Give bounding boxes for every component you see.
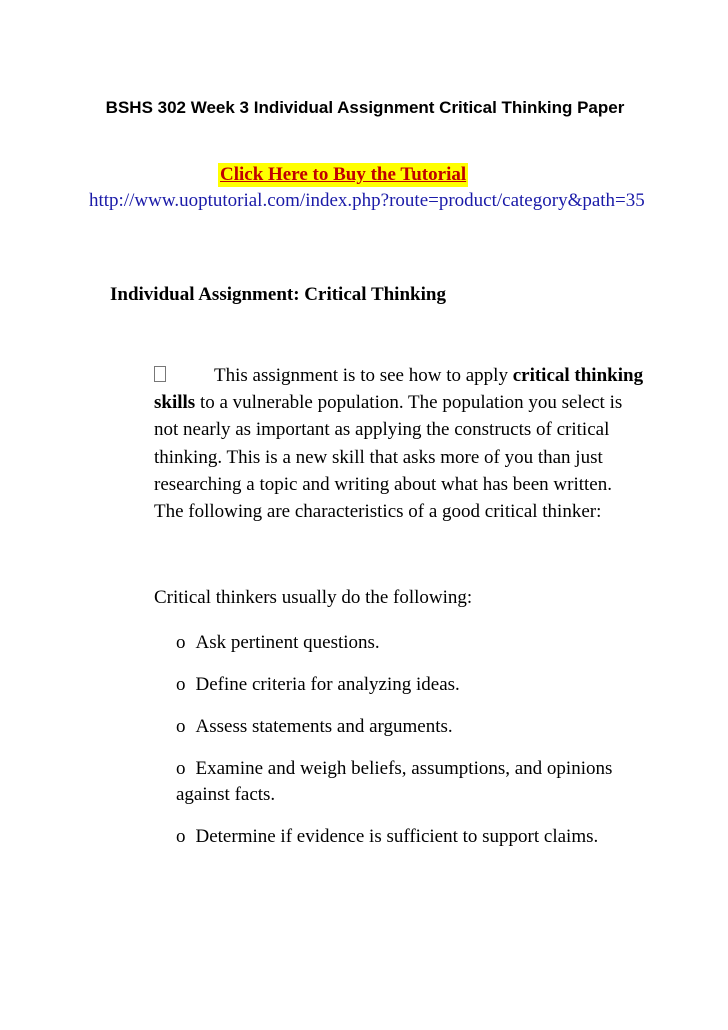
characteristics-list bbox=[176, 630, 646, 866]
list-item-text: Assess statements and arguments. bbox=[195, 716, 453, 737]
section-heading: Individual Assignment: Critical Thinking bbox=[110, 284, 446, 305]
list-marker: o bbox=[176, 716, 186, 737]
bullet-box-icon bbox=[154, 366, 166, 382]
list-item-text: Determine if evidence is sufficient to support claims. bbox=[195, 826, 599, 847]
intro-bold-text: critical thinking skills bbox=[154, 365, 644, 414]
tutorial-url-link[interactable]: http://www.uoptutorial.com/index.php?route=product/category&path=35 bbox=[89, 190, 645, 211]
list-item bbox=[176, 672, 646, 698]
list-lead-in: Critical thinkers usually do the following: bbox=[154, 587, 473, 608]
list-marker: o bbox=[176, 632, 186, 653]
list-marker: o bbox=[176, 674, 186, 695]
list-item bbox=[176, 824, 646, 850]
document-title: BSHS 302 Week 3 Individual Assignment Critical Thinking Paper bbox=[105, 98, 625, 117]
list-marker: o bbox=[176, 758, 186, 779]
intro-text-part2: to a vulnerable population. The population you select is not nearly as important as applying the constructs of critical thinking. This is a new skill that asks more of you than just researching a topic and writing about what has been written. The following are characteristics of a good critical thinker: bbox=[154, 392, 623, 523]
list-item-text: Examine and weigh beliefs, assumptions, and opinions against facts. bbox=[176, 758, 613, 805]
list-item-text: Ask pertinent questions. bbox=[195, 632, 380, 653]
list-marker: o bbox=[176, 826, 186, 847]
list-item-text: Define criteria for analyzing ideas. bbox=[195, 674, 460, 695]
list-item bbox=[176, 630, 646, 656]
buy-tutorial-link[interactable]: Click Here to Buy the Tutorial bbox=[220, 164, 467, 185]
intro-paragraph bbox=[154, 362, 644, 525]
list-item bbox=[176, 756, 646, 808]
list-item bbox=[176, 714, 646, 740]
intro-text-part1: This assignment is to see how to apply bbox=[214, 365, 513, 386]
